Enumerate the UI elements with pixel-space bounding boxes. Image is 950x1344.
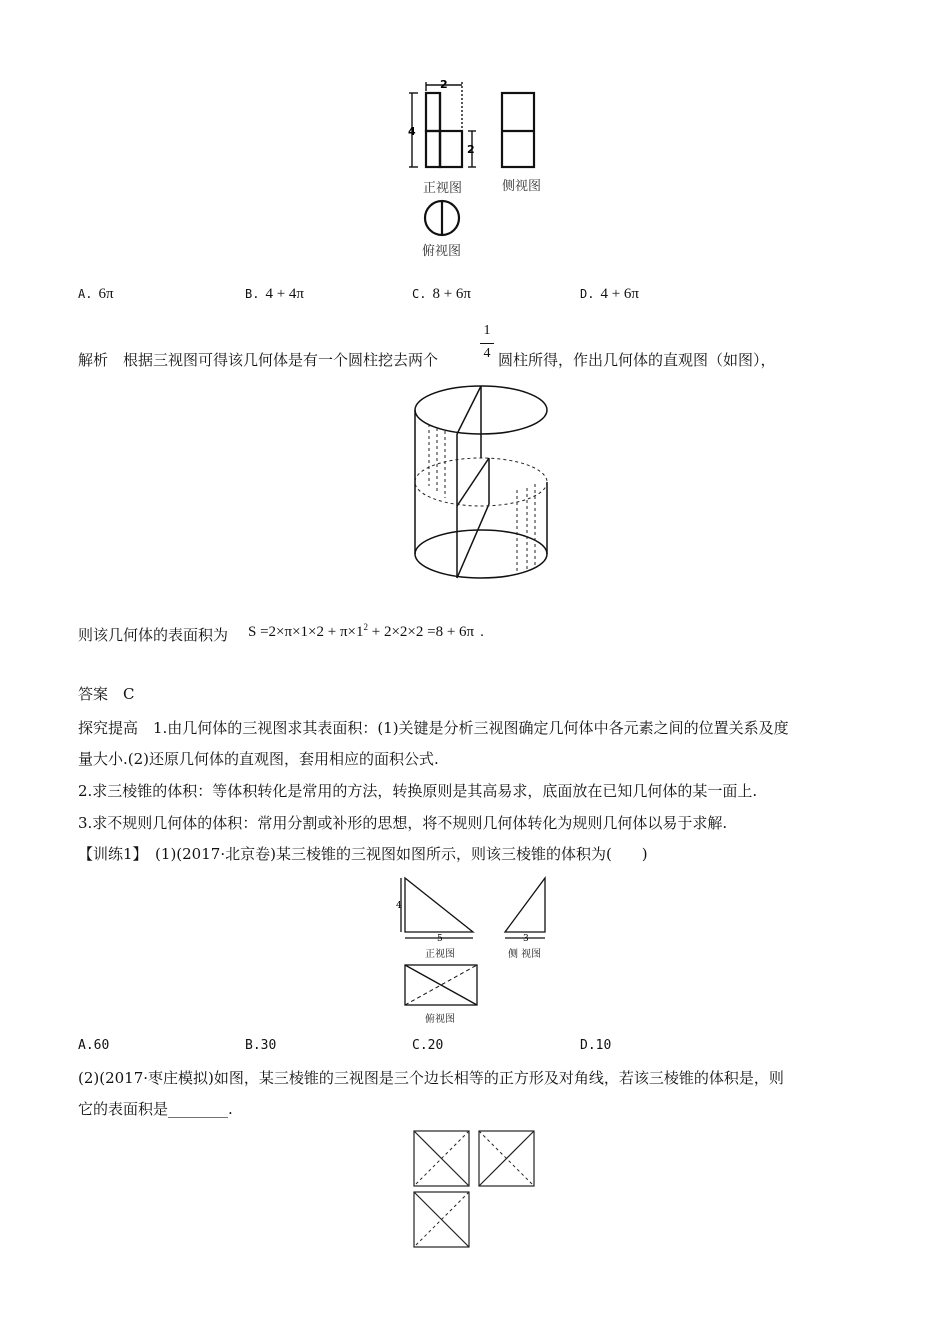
top-view-caption: 俯视图 bbox=[422, 243, 462, 258]
exercise-front-caption: 正视图 bbox=[425, 949, 455, 960]
cylinder-direct-view bbox=[405, 378, 555, 586]
option-a: A. 6π bbox=[78, 286, 114, 302]
dim-label-2-right: 2 bbox=[467, 143, 475, 156]
option-d: D. 4 + 6π bbox=[580, 286, 639, 302]
exercise-option-b: B.30 bbox=[245, 1038, 277, 1053]
three-view-figure-1 bbox=[400, 75, 570, 265]
analysis-text-before: 解析 根据三视图可得该几何体是有一个圆柱挖去两个 bbox=[78, 351, 439, 369]
dim-label-2-top: 2 bbox=[440, 78, 448, 91]
tips-line-3: 2.求三棱锥的体积：等体积转化是常用的方法，转换原则是其高易求，底面放在已知几何体的某一面上. bbox=[78, 782, 758, 800]
surface-lead: 则该几何体的表面积为 bbox=[78, 626, 229, 644]
dim-4-label: 4 bbox=[396, 901, 402, 911]
analysis-text-after: 圆柱所得，作出几何体的直观图（如图）， bbox=[498, 351, 776, 369]
part2-line-1: (2)(2017·枣庄模拟)如图，某三棱锥的三视图是三个边长相等的正方形及对角线，若该三棱锥的体积是，则 bbox=[78, 1069, 784, 1087]
formula-end: . bbox=[480, 624, 484, 640]
answer: 答案 C bbox=[78, 685, 135, 703]
dim-3-label: 3 bbox=[523, 934, 529, 944]
front-view bbox=[426, 93, 462, 167]
formula-main: S =2×π×1×2 + π×1 bbox=[248, 624, 364, 640]
tips-line-2: 量大小.(2)还原几何体的直观图，套用相应的面积公式. bbox=[78, 750, 439, 768]
fraction-denominator: 4 bbox=[483, 346, 491, 361]
exercise-side-caption: 侧 视图 bbox=[508, 949, 542, 960]
tips-line-4: 3.求不规则几何体的体积：常用分割或补形的思想，将不规则几何体转化为规则几何体以易于求解. bbox=[78, 814, 728, 832]
fraction-numerator: 1 bbox=[483, 323, 491, 338]
tips-line-1: 探究提高 1.由几何体的三视图求其表面积：(1)关键是分析三视图确定几何体中各元素之间的位置关系及度 bbox=[78, 719, 789, 737]
front-view-caption: 正视图 bbox=[423, 180, 463, 195]
option-b: B. 4 + 4π bbox=[245, 286, 304, 302]
exercise-top-caption: 俯视图 bbox=[425, 1014, 455, 1025]
formula-tail: + 2×2×2 =8 + 6π bbox=[368, 624, 475, 640]
surface-formula bbox=[248, 622, 484, 641]
formula-exponent: 2 bbox=[363, 622, 368, 632]
side-view bbox=[502, 93, 534, 167]
exercise-title: 【训练1】 (1)(2017·北京卷)某三棱锥的三视图如图所示，则该三棱锥的体积为( ) bbox=[78, 845, 648, 863]
option-c: C. 8 + 6π bbox=[412, 286, 471, 302]
top-view bbox=[425, 201, 459, 235]
square-three-views bbox=[410, 1128, 540, 1253]
dim-5-label: 5 bbox=[437, 934, 443, 944]
part2-line-2: 它的表面积是________. bbox=[78, 1100, 233, 1118]
fraction-bar bbox=[480, 343, 494, 344]
exercise-option-c: C.20 bbox=[412, 1038, 444, 1053]
dim-label-4: 4 bbox=[408, 125, 416, 138]
exercise-option-a: A.60 bbox=[78, 1038, 110, 1053]
side-view-caption: 侧视图 bbox=[502, 178, 542, 193]
exercise-option-d: D.10 bbox=[580, 1038, 612, 1053]
